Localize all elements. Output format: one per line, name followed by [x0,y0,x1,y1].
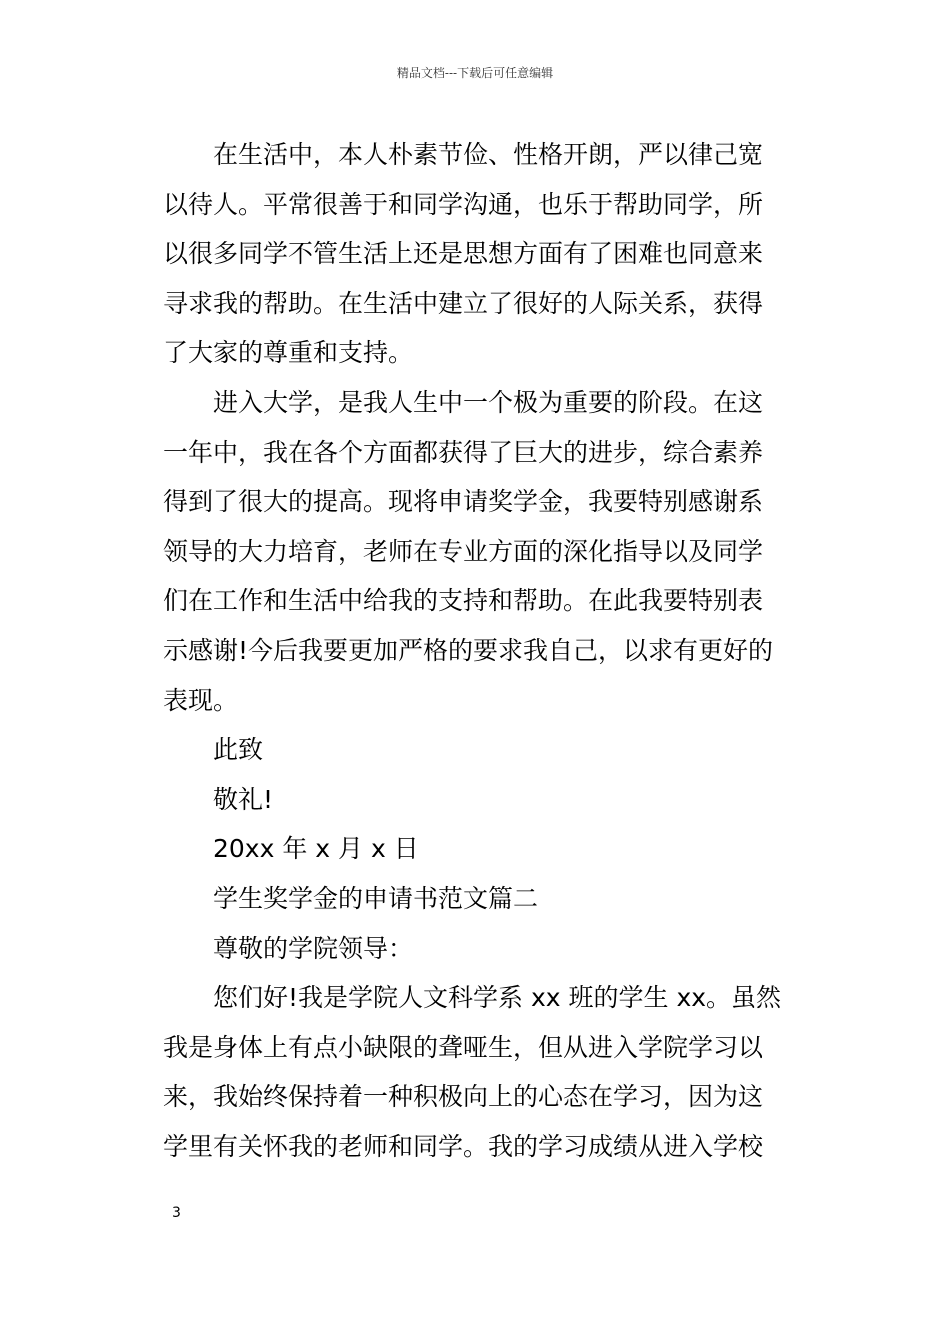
text-line: 来，我始终保持着一种积极向上的心态在学习，因为这 [163,1082,764,1112]
text-line: 以很多同学不管生活上还是思想方面有了困难也同意来 [163,239,764,269]
text-line: 表现。 [163,685,239,715]
text-line: 我是身体上有点小缺限的聋哑生，但从进入学院学习以 [163,1032,764,1062]
text-line: 了大家的尊重和支持。 [163,338,414,368]
text-line: 进入大学，是我人生中一个极为重要的阶段。在这 [213,387,764,417]
text-line: 得到了很大的提高。现将申请奖学金，我要特别感谢系 [163,487,764,517]
text-line: 学里有关怀我的老师和同学。我的学习成绩从进入学校 [163,1131,764,1161]
text-line: 您们好!我是学院人文科学系 xx 班的学生 xx。虽然 [213,983,782,1013]
page-header: 精品文档---下载后可任意编辑 [396,66,554,80]
text-line: 在生活中，本人朴素节俭、性格开朗，严以律己宽 [213,140,764,169]
text-line: 寻求我的帮助。在生活中建立了很好的人际关系，获得 [163,288,764,318]
page-number: 3 [172,1205,181,1221]
text-line: 们在工作和生活中给我的支持和帮助。在此我要特别表 [163,586,764,616]
text-line: 以待人。平常很善于和同学沟通，也乐于帮助同学，所 [163,189,764,219]
text-line: 尊敬的学院领导： [213,933,414,963]
text-line: 此致 [213,735,264,765]
text-line: 20xx 年 x 月 x 日 [213,834,419,864]
text-line: 示感谢!今后我要更加严格的要求我自己，以求有更好的 [163,635,774,665]
text-line: 一年中，我在各个方面都获得了巨大的进步，综合素养 [163,437,764,467]
text-line: 敬礼! [213,784,274,814]
text-line: 领导的大力培育，老师在专业方面的深化指导以及同学 [163,536,764,566]
document-body [163,130,789,1171]
text-line: 学生奖学金的申请书范文篇二 [213,883,539,913]
